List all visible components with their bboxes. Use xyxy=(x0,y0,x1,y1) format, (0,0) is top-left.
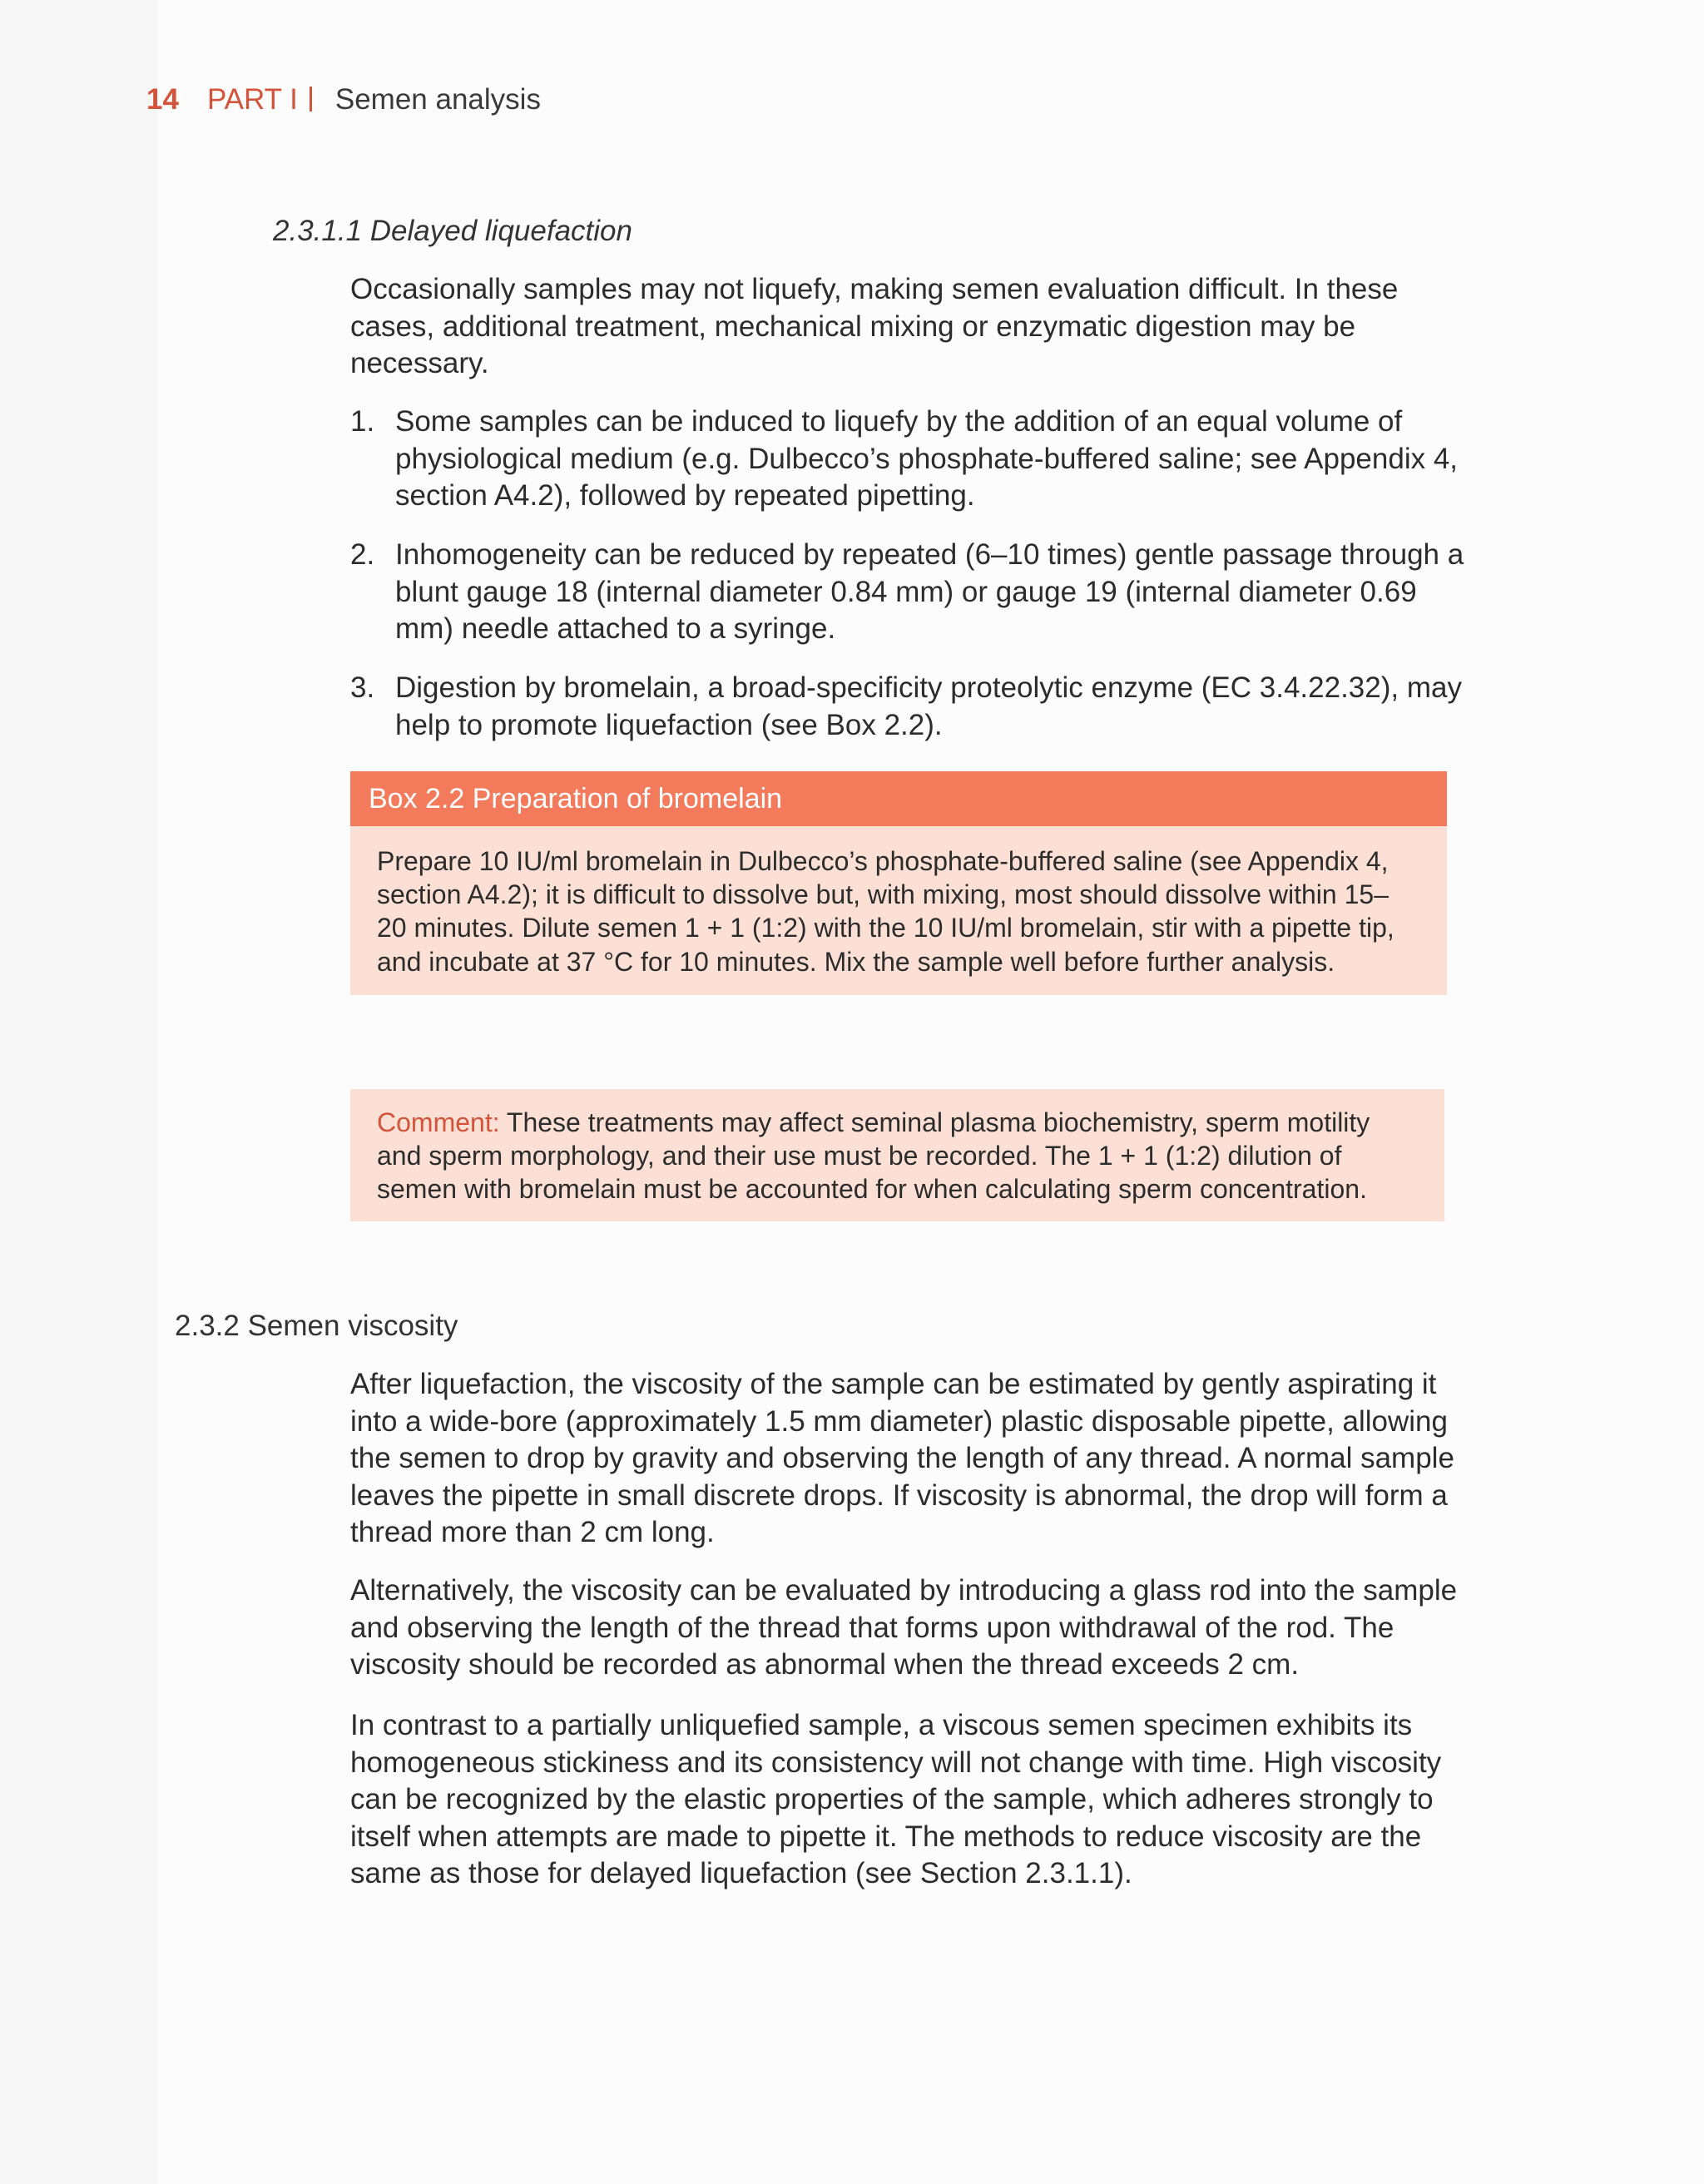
comment-box xyxy=(350,1089,1444,1221)
page-number: 14 xyxy=(146,83,179,116)
running-head xyxy=(146,83,541,116)
list-number: 1. xyxy=(350,405,375,438)
viscosity-paragraph-1: After liquefaction, the viscosity of the sample can be estimated by gently aspirating it into a wide-bore (approximately 1.5 mm diameter) plastic disposable pipette, allowing the semen to drop by gravity and observing the length of any thread. A normal sample leaves the pipette in small discrete drops. If viscosity is abnormal, the drop will form a thread more than 2 cm long. xyxy=(350,1368,1454,1548)
intro-paragraph: Occasionally samples may not liquefy, making semen evaluation difficult. In these cases, additional treatment, mechanical mixing or enzymatic digestion may be necessary. xyxy=(350,273,1399,379)
viscosity-paragraph-3: In contrast to a partially unliquefied sample, a viscous semen specimen exhibits its homogeneous stickiness and its consistency will not change with time. High viscosity can be recognized by the elastic properties of the sample, which adheres strongly to itself when attempts are made to pipette it. The methods to reduce viscosity are the same as those for delayed liquefaction (see Section 2.3.1.1). xyxy=(350,1709,1442,1889)
subsection-heading: 2.3.1.1 Delayed liquefaction xyxy=(273,215,632,247)
list-item xyxy=(350,670,1465,744)
header-separator xyxy=(310,87,312,111)
comment-text: These treatments may affect seminal plasma biochemistry, sperm motility and sperm morphology, and their use must be recorded. The 1 + 1 (1:2) dilution of semen with bromelain must be accounted for when calculating sperm concentration. xyxy=(377,1107,1370,1205)
list-item xyxy=(350,404,1465,515)
chapter-title: Semen analysis xyxy=(334,83,541,116)
viscosity-paragraph-2: Alternatively, the viscosity can be evaluated by introducing a glass rod into the sample and observing the length of the thread that forms upon withdrawal of the rod. The viscosity should be recorded as abnormal when the thread exceeds 2 cm. xyxy=(350,1574,1458,1681)
section-heading: 2.3.2 Semen viscosity xyxy=(175,1310,458,1342)
part-label: PART I xyxy=(206,83,298,116)
comment-label: Comment: xyxy=(377,1107,500,1137)
comment-body xyxy=(350,1089,1444,1221)
box-2-2 xyxy=(350,771,1447,995)
box-title: Box 2.2 Preparation of bromelain xyxy=(350,771,1447,826)
list-item xyxy=(350,537,1465,648)
list-text: Inhomogeneity can be reduced by repeated (6–10 times) gentle passage through a blunt gauge 18 (internal diameter 0.84 mm) or gauge 19 (internal diameter 0.69 mm) needle attached to a syringe. xyxy=(395,538,1464,645)
list-number: 3. xyxy=(350,671,375,704)
list-text: Digestion by bromelain, a broad-specificity proteolytic enzyme (EC 3.4.22.32), may help to promote liquefaction (see Box 2.2). xyxy=(395,671,1462,741)
box-body: Prepare 10 IU/ml bromelain in Dulbecco’s phosphate-buffered saline (see Appendix 4, section A4.2); it is difficult to dissolve but, with mixing, most should dissolve within 15–20 minutes. Dilute semen 1 + 1 (1:2) with the 10 IU/ml bromelain, stir with a pipette tip, and incubate at 37 °C for 10 minutes. Mix the sample well before further analysis. xyxy=(377,846,1394,977)
list-number: 2. xyxy=(350,538,375,571)
list-text: Some samples can be induced to liquefy by the addition of an equal volume of physiological medium (e.g. Dulbecco’s phosphate-buffered saline; see Appendix 4, section A4.2), followed by repeated pipetting. xyxy=(395,405,1459,512)
